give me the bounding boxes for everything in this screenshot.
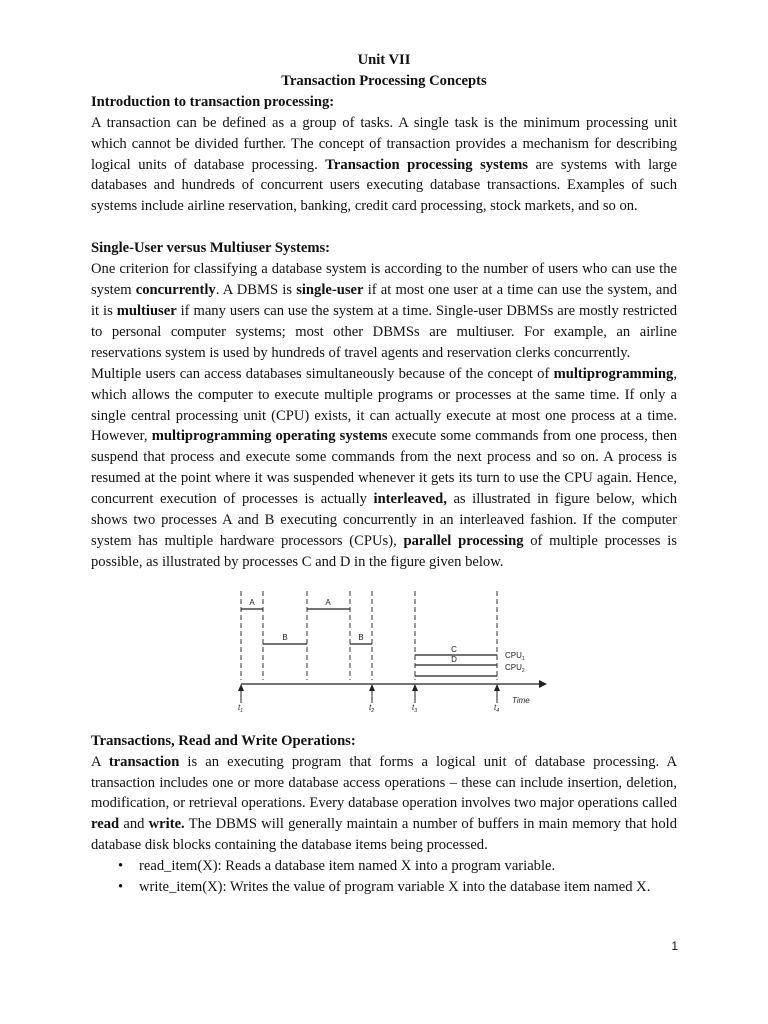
text-run: A — [91, 753, 109, 770]
cpu-label-text: CPU — [505, 662, 522, 672]
page-number: 1 — [671, 939, 678, 953]
single-multi-paragraph-2 — [91, 364, 677, 573]
process-label-b2: B — [358, 632, 364, 642]
time-axis-label: Time — [512, 695, 530, 705]
cpu2-label — [505, 663, 525, 674]
process-label-a2: A — [325, 597, 331, 607]
bold-term: transaction — [108, 753, 180, 770]
bold-term: write. — [148, 816, 185, 833]
text-run: and — [119, 816, 149, 833]
list-item-text: write_item(X): Writes the value of program variable X into the database item named X. — [139, 879, 651, 896]
text-run: are systems with large databases and hundreds of concurrent users executing database transactions. Examples of such systems include airline reservation, banking, credit card processing, stock markets, and so on. — [91, 156, 677, 215]
read-write-paragraph — [91, 752, 677, 857]
time-mark-subscript: 4 — [496, 707, 500, 714]
cpu-subscript: 1 — [521, 655, 525, 662]
text-run: execute some commands from one process, then suspend that process and execute some commands from the next process and so on. A process is resumed at the point where it was suspended whenever it gets its turn to use the CPU again. Hence, concurrent execution of processes is actually — [91, 428, 677, 508]
bullet-icon: • — [118, 858, 124, 875]
time-mark-subscript: 3 — [414, 707, 418, 714]
process-label-c: C — [451, 644, 457, 654]
list-item-text: read_item(X): Reads a database item named X into a program variable. — [139, 858, 556, 875]
text-run: if many users can use the system at a time. Single-user DBMSs are mostly restricted to personal computer systems; most other DBMSs are multiuser. For example, an airline reservations system is used by hundreds of travel agents and reservation clerks concurrently. — [91, 302, 677, 361]
time-mark-t2 — [369, 703, 374, 714]
bold-term: interleaved, — [373, 491, 447, 508]
cpu1-label — [505, 651, 525, 662]
text-run: is an executing program that forms a logical unit of database processing. A transaction includes one or more database access operations – these can include insertion, deletion, modification, or retrieval operations. Every database operation involves two major operations called — [91, 753, 677, 812]
time-mark-text: t — [412, 702, 415, 712]
time-mark-subscript: 2 — [371, 707, 375, 714]
time-mark-t4 — [494, 703, 499, 714]
unit-title: Unit VII — [357, 52, 411, 68]
text-run: The DBMS will generally maintain a number of buffers in main memory that hold database disk blocks containing the database items being processed. — [91, 816, 677, 854]
interleaved-processing-figure — [91, 585, 677, 725]
bold-term: Transaction processing systems — [325, 156, 528, 173]
text-run: if at most one user at a time can use the system, and it is — [91, 282, 678, 319]
operations-list — [91, 856, 677, 898]
read-write-heading: Transactions, Read and Write Operations: — [91, 732, 356, 749]
single-multi-paragraph-1 — [91, 259, 677, 364]
bold-term: concurrently — [135, 282, 216, 299]
text-run: , which allows the computer to execute multiple programs or processes at the same time. If only a single central processing unit (CPU) exists, it can actually execute at most one process at a time. However, — [91, 365, 677, 445]
process-label-b1: B — [282, 632, 288, 642]
bold-term: multiuser — [116, 302, 177, 319]
time-mark-text: t — [494, 702, 497, 712]
single-multi-heading: Single-User versus Multiuser Systems: — [91, 240, 331, 257]
time-mark-t3 — [412, 703, 417, 714]
process-label-d: D — [451, 654, 457, 664]
list-item — [91, 856, 677, 877]
time-mark-subscript: 1 — [240, 707, 244, 714]
list-item — [91, 877, 677, 898]
text-run: as illustrated in figure below, which shows two processes A and B executing concurrently in an interleaved fashion. If the computer system has multiple hardware processors (CPUs), — [91, 491, 677, 549]
time-mark-text: t — [369, 702, 372, 712]
text-run: Multiple users can access databases simultaneously because of the concept of — [91, 365, 554, 382]
text-run: A transaction can be defined as a group of tasks. A single task is the minimum processing unit which cannot be divided further. The concept of transaction provides a mechanism for describing logical units of database processing. — [91, 114, 677, 173]
time-mark-t1 — [238, 703, 243, 714]
document-subtitle: Transaction Processing Concepts — [281, 72, 487, 89]
text-run: of multiple processes is possible, as illustrated by processes C and D in the figure given below. — [91, 532, 677, 570]
timing-diagram — [91, 585, 677, 725]
intro-paragraph — [91, 113, 677, 218]
document-page — [91, 50, 677, 898]
bold-term: multiprogramming — [553, 365, 674, 382]
cpu-subscript: 2 — [521, 667, 525, 674]
text-run: One criterion for classifying a database system is according to the number of users who can use the system — [91, 261, 677, 299]
bold-term: single-user — [296, 282, 364, 299]
time-mark-text: t — [238, 702, 241, 712]
cpu-label-text: CPU — [505, 650, 522, 660]
process-label-a1: A — [249, 597, 255, 607]
bold-term: read — [91, 816, 120, 833]
bold-term: parallel processing — [403, 532, 524, 549]
text-run: . A DBMS is — [215, 282, 297, 299]
bold-term: multiprogramming operating systems — [151, 428, 388, 445]
intro-heading: Introduction to transaction processing: — [91, 93, 335, 110]
bullet-icon: • — [118, 879, 124, 896]
